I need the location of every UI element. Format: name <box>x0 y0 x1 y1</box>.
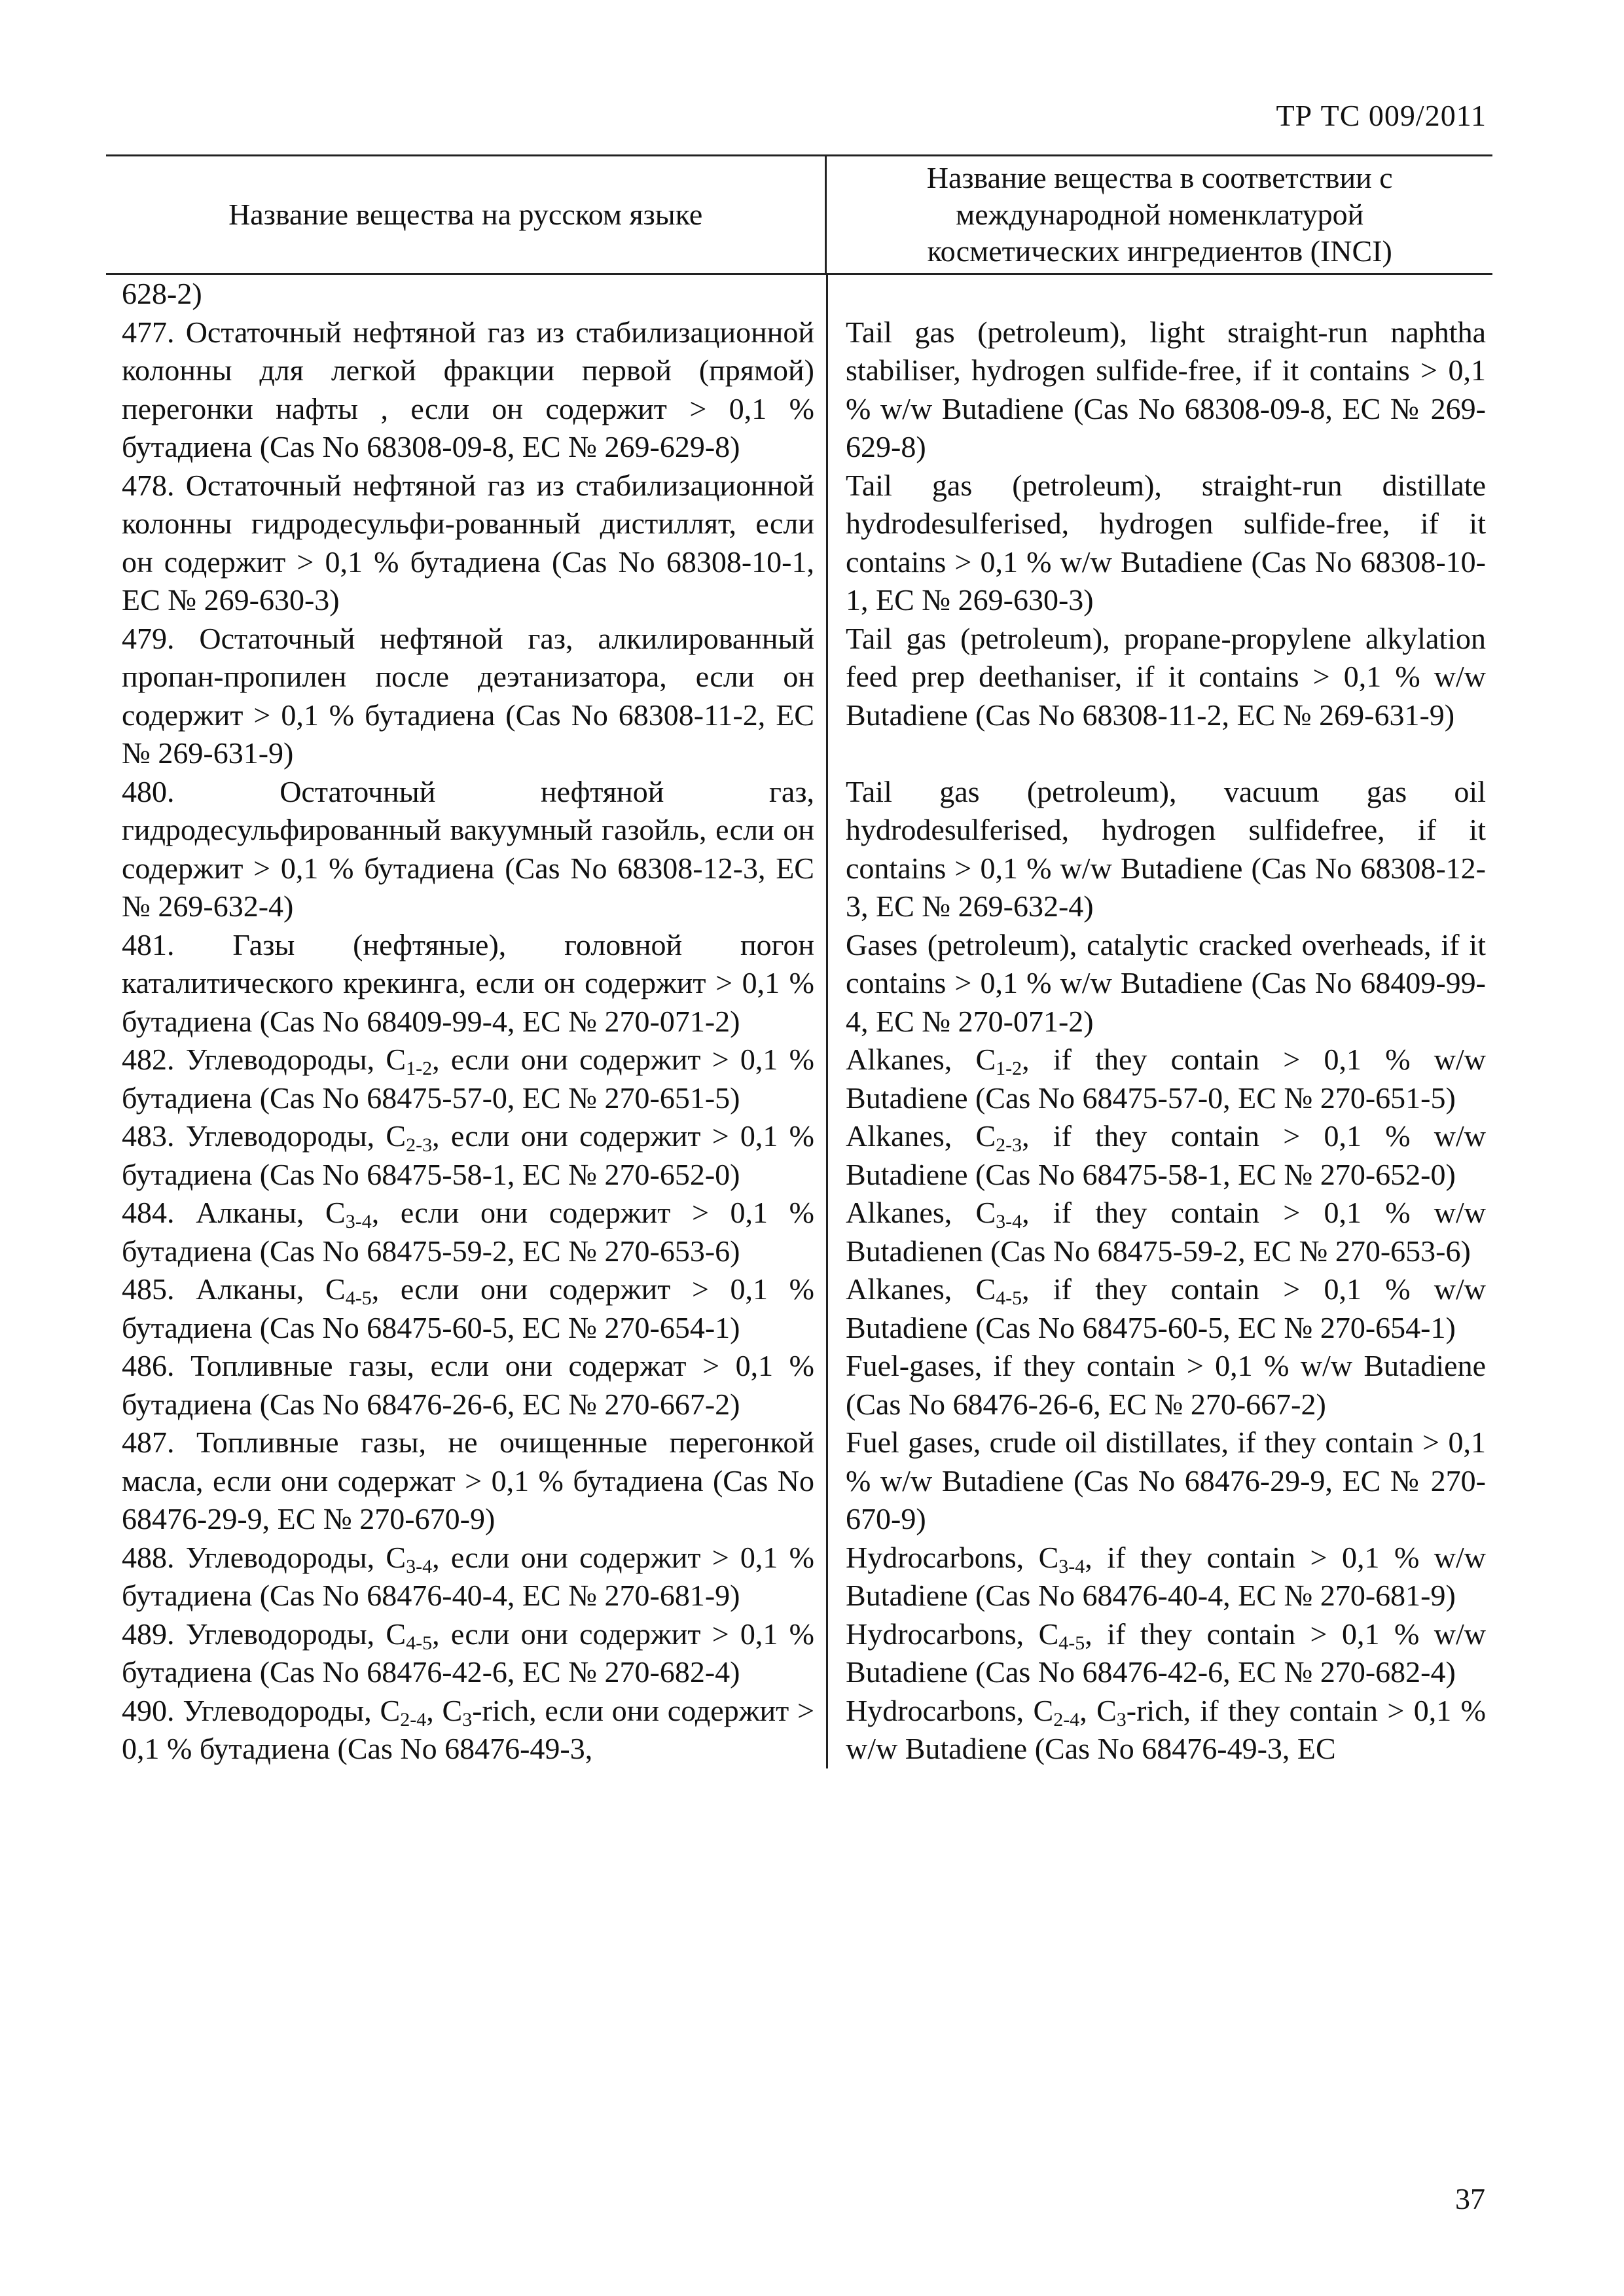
cell-russian: 481. Газы (нефтяные), головной погон каталитического крекинга, если он содержит > 0,1 % бутадиена (Cas No 68409-99-4, EC № 270-071-2) <box>122 927 814 1038</box>
table-body <box>106 275 1492 1768</box>
table-row <box>106 1424 1492 1539</box>
page-number: 37 <box>1455 2182 1485 2215</box>
cell-russian: 488. Углеводороды, $C_{3-4}$, если они содержит > 0,1 % бутадиена (Cas No 68476-40-4, EC № 270-681-9) <box>122 1540 814 1612</box>
table-row <box>106 275 1492 314</box>
document-code: ТР ТС 009/2011 <box>1276 99 1487 132</box>
cell-russian: 485. Алканы, $C_{4-5}$, если они содержит > 0,1 % бутадиена (Cas No 68475-60-5, EC № 270-654-1) <box>122 1272 814 1344</box>
cell-russian: 478. Остаточный нефтяной газ из стабилизационной колонны гидродесульфи-рованный дистиллят, если он содержит > 0,1 % бутадиена (Cas No 68308-10-1, EC № 269-630-3) <box>122 468 814 617</box>
table-row <box>106 1347 1492 1424</box>
table-row <box>106 1270 1492 1347</box>
table-row <box>106 467 1492 620</box>
column-header-inci: Название вещества в соответствии с международной номенклатурой косметических ингредиентов (INCI) <box>825 156 1492 273</box>
cell-inci: Alkanes, $C_{1-2}$, if they contain > 0,1 % w/w Butadiene (Cas No 68475-57-0, EC № 270-651-5) <box>846 1043 1486 1115</box>
cell-inci: Tail gas (petroleum), light straight-run naphtha stabiliser, hydrogen sulfide-free, if it contains > 0,1 % w/w Butadiene (Cas No 68308-09-8, EC № 269-629-8) <box>846 315 1486 463</box>
cell-inci <box>826 275 1492 314</box>
cell-russian: 484. Алканы, $C_{3-4}$, если они содержит > 0,1 % бутадиена (Cas No 68475-59-2, EC № 270-653-6) <box>122 1196 814 1268</box>
column-header-russian: Название вещества на русском языке <box>228 198 703 231</box>
cell-russian: 480. Остаточный нефтяной газ, гидродесульфированный вакуумный газойль, если он содержит > 0,1 % бутадиена (Cas No 68308-12-3, EC № 269-632-4) <box>122 774 814 923</box>
cell-russian: 483. Углеводороды, $C_{2-3}$, если они содержит > 0,1 % бутадиена (Cas No 68475-58-1, EC № 270-652-0) <box>122 1119 814 1191</box>
table-row <box>106 1117 1492 1194</box>
table-row <box>106 1692 1492 1768</box>
table-row <box>106 1615 1492 1692</box>
cell-inci: Alkanes, $C_{2-3}$, if they contain > 0,1 % w/w Butadiene (Cas No 68475-58-1, EC № 270-652-0) <box>846 1119 1486 1191</box>
table-header <box>106 154 1492 275</box>
cell-russian: 479. Остаточный нефтяной газ, алкилированный пропан-пропилен после деэтанизатора, если он содержит > 0,1 % бутадиена (Cas No 68308-11-2, EC № 269-631-9) <box>122 621 814 770</box>
table-row <box>106 926 1492 1041</box>
substances-table <box>106 154 1492 1768</box>
cell-inci: Tail gas (petroleum), straight-run distillate hydrodesulferised, hydrogen sulfide-free, if it contains > 0,1 % w/w Butadiene (Cas No 68308-10-1, EC № 269-630-3) <box>846 468 1486 617</box>
table-row <box>106 1194 1492 1270</box>
cell-inci: Alkanes, $C_{4-5}$, if they contain > 0,1 % w/w Butadiene (Cas No 68475-60-5, EC № 270-654-1) <box>846 1272 1486 1344</box>
table-row <box>106 773 1492 926</box>
cell-inci: Fuel gases, crude oil distillates, if they contain > 0,1 % w/w Butadiene (Cas No 68476-29-9, EC № 270-670-9) <box>846 1426 1486 1535</box>
table-row <box>106 1041 1492 1117</box>
cell-russian: 628-2) <box>122 277 202 310</box>
column-divider <box>826 275 828 1768</box>
cell-inci: Alkanes, $C_{3-4}$, if they contain > 0,1 % w/w Butadienen (Cas No 68475-59-2, EC № 270-653-6) <box>846 1196 1486 1268</box>
cell-inci: Hydrocarbons, $C_{2-4}$, $C_3$-rich, if they contain > 0,1 % w/w Butadiene (Cas No 68476-49-3, EC <box>846 1693 1486 1765</box>
cell-russian: 477. Остаточный нефтяной газ из стабилизационной колонны для легкой фракции первой (прямой) перегонки нафты , если он содержит > 0,1 % бутадиена (Cas No 68308-09-8, EC № 269-629-8) <box>122 315 814 463</box>
cell-inci: Tail gas (petroleum), vacuum gas oil hydrodesulferised, hydrogen sulfidefree, if it contains > 0,1 % w/w Butadiene (Cas No 68308-12-3, EC № 269-632-4) <box>846 774 1486 923</box>
cell-inci: Tail gas (petroleum), propane-propylene alkylation feed prep deethaniser, if it contains > 0,1 % w/w Butadiene (Cas No 68308-11-2, EC № 269-631-9) <box>846 621 1486 732</box>
cell-russian: 487. Топливные газы, не очищенные перегонкой масла, если они содержат > 0,1 % бутадиена (Cas No 68476-29-9, EC № 270-670-9) <box>122 1426 814 1535</box>
cell-inci: Gases (petroleum), catalytic cracked overheads, if it contains > 0,1 % w/w Butadiene (Cas No 68409-99-4, EC № 270-071-2) <box>846 927 1486 1038</box>
cell-inci: Hydrocarbons, $C_{3-4}$, if they contain > 0,1 % w/w Butadiene (Cas No 68476-40-4, EC № 270-681-9) <box>846 1540 1486 1612</box>
cell-russian: 482. Углеводороды, $C_{1-2}$, если они содержит > 0,1 % бутадиена (Cas No 68475-57-0, EC № 270-651-5) <box>122 1043 814 1115</box>
cell-inci: Hydrocarbons, $C_{4-5}$, if they contain > 0,1 % w/w Butadiene (Cas No 68476-42-6, EC № 270-682-4) <box>846 1617 1486 1689</box>
cell-inci: Fuel-gases, if they contain > 0,1 % w/w Butadiene (Cas No 68476-26-6, EC № 270-667-2) <box>846 1349 1486 1421</box>
table-row <box>106 1539 1492 1615</box>
table-row <box>106 620 1492 773</box>
table-row <box>106 314 1492 467</box>
cell-russian: 486. Топливные газы, если они содержат > 0,1 % бутадиена (Cas No 68476-26-6, EC № 270-667-2) <box>122 1349 814 1421</box>
cell-russian: 489. Углеводороды, $C_{4-5}$, если они содержит > 0,1 % бутадиена (Cas No 68476-42-6, EC № 270-682-4) <box>122 1617 814 1689</box>
cell-russian: 490. Углеводороды, $C_{2-4}$, $C_3$-rich, если они содержит > 0,1 % бутадиена (Cas No 68476-49-3, <box>122 1693 814 1765</box>
